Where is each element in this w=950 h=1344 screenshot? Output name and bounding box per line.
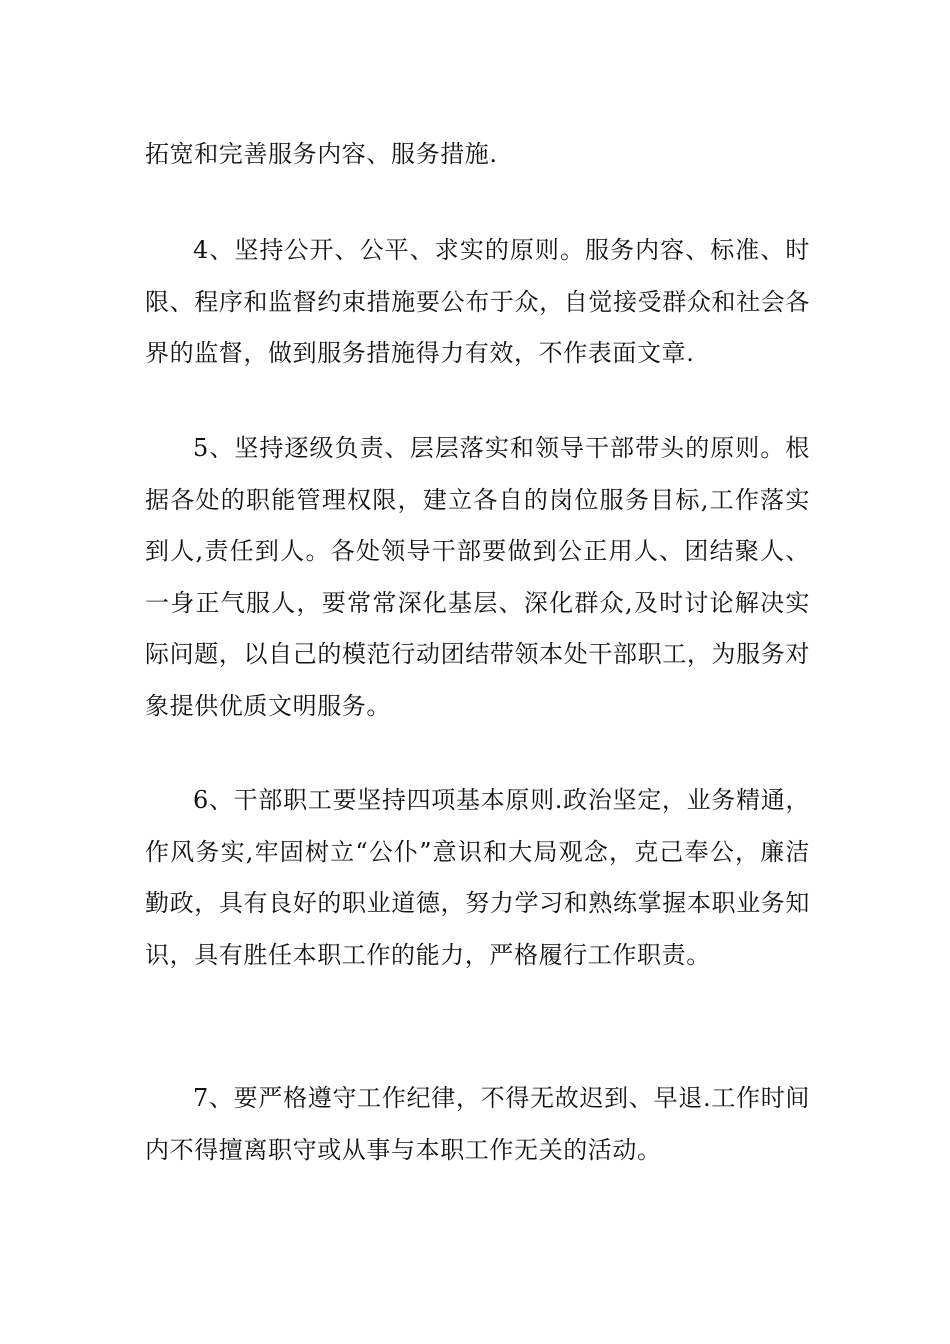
paragraph-item-6: 6、干部职工要坚持四项基本原则.政治坚定，业务精通，作风务实,牢固树立“公仆”意识和大局观念，克己奉公，廉洁勤政，具有良好的职业道德，努力学习和熟练掌握本职业务知识，具有胜任本职工作的能力，严格履行工作职责。: [145, 786, 810, 969]
paragraph-item-4: 4、坚持公开、公平、求实的原则。服务内容、标准、时限、程序和监督约束措施要公布于众，自觉接受群众和社会各界的监督，做到服务措施得力有效，不作表面文章.: [145, 236, 810, 367]
paragraph-item-7: 7、要严格遵守工作纪律，不得无故迟到、早退.工作时间内不得擅离职守或从事与本职工作无关的活动。: [145, 1084, 810, 1164]
paragraph-continuation: 拓宽和完善服务内容、服务措施.: [145, 140, 498, 168]
paragraph-item-5: 5、坚持逐级负责、层层落实和领导干部带头的原则。根据各处的职能管理权限，建立各自的岗位服务目标,工作落实到人,责任到人。各处领导干部要做到公正用人、团结聚人、一身正气服人，要常常深化基层、深化群众,及时讨论解决实际问题，以自己的模范行动团结带领本处干部职工，为服务对象提供优质文明服务。: [145, 434, 810, 720]
